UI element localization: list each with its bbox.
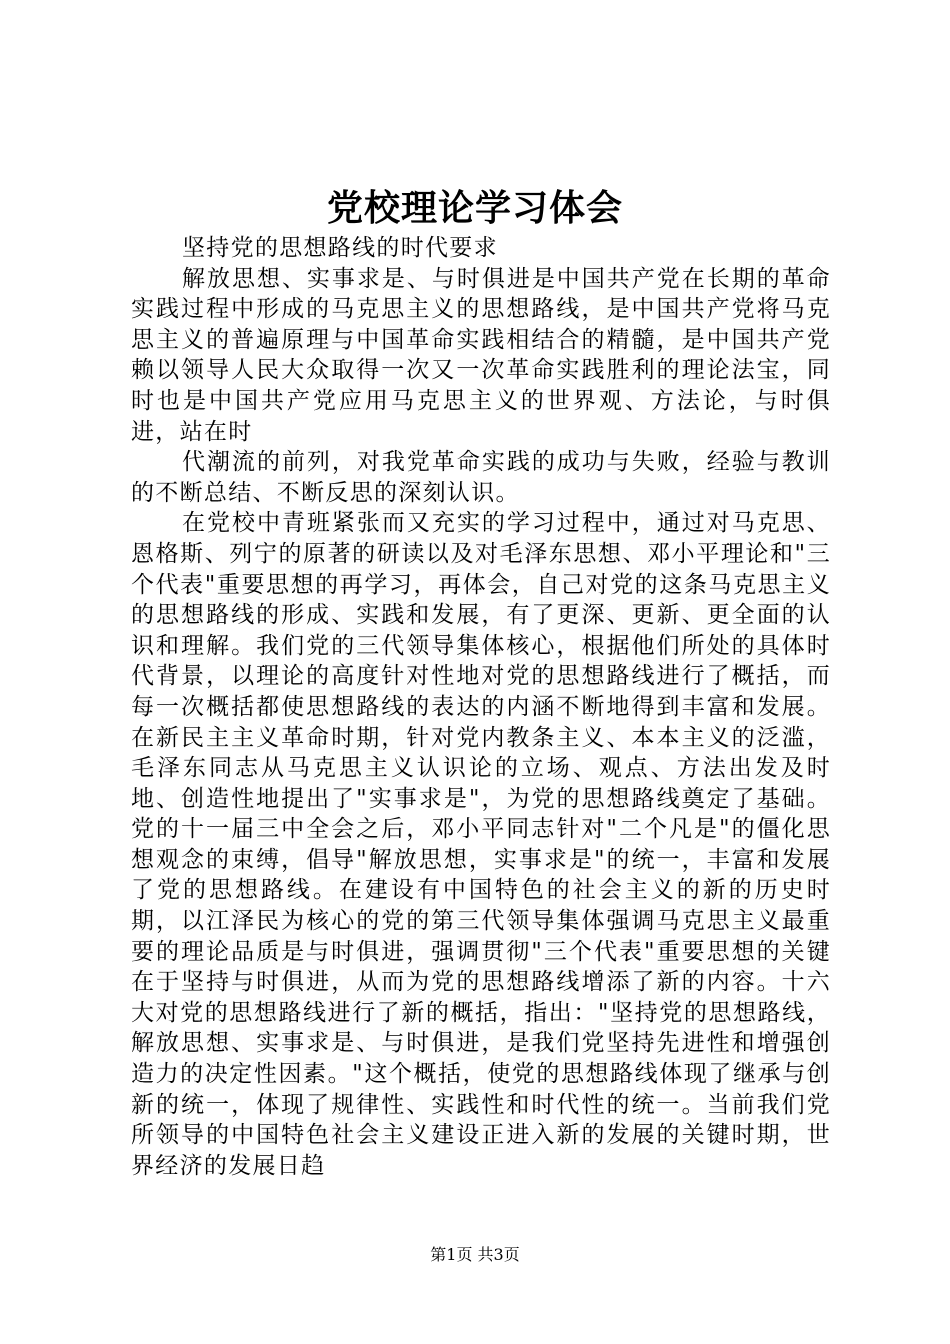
document-body: [131, 233, 831, 1181]
paragraph-2: 代潮流的前列，对我党革命实践的成功与失败，经验与教训的不断总结、不断反思的深刻认识。: [131, 449, 831, 506]
page-number-footer: 第1页 共3页: [430, 1245, 520, 1264]
paragraph-subheading: 坚持党的思想路线的时代要求: [182, 235, 498, 261]
paragraph-3: 在党校中青班紧张而又充实的学习过程中，通过对马克思、恩格斯、列宁的原著的研读以及对毛泽东思想、邓小平理论和"三个代表"重要思想的再学习，再体会，自己对党的这条马克思主义的思想路线的形成、实践和发展，有了更深、更新、更全面的认识和理解。我们党的三代领导集体核心，根据他们所处的具体时代背景，以理论的高度针对性地对党的思想路线进行了概括，而每一次概括都使思想路线的表达的内涵不断地得到丰富和发展。在新民主主义革命时期，针对党内教条主义、本本主义的泛滥，毛泽东同志从马克思主义认识论的立场、观点、方法出发及时地、创造性地提出了"实事求是"，为党的思想路线奠定了基础。党的十一届三中全会之后，邓小平同志针对"二个凡是"的僵化思想观念的束缚，倡导"解放思想，实事求是"的统一，丰富和发展了党的思想路线。在建设有中国特色的社会主义的新的历史时期，以江泽民为核心的党的第三代领导集体强调马克思主义最重要的理论品质是与时俱进，强调贯彻"三个代表"重要思想的关键在于坚持与时俱进，从而为党的思想路线增添了新的内容。十六大对党的思想路线进行了新的概括，指出："坚持党的思想路线，解放思想、实事求是、与时俱进，是我们党坚持先进性和增强创造力的决定性因素。"这个概括，使党的思想路线体现了继承与创新的统一，体现了规律性、实践性和时代性的统一。当前我们党所领导的中国特色社会主义建设正进入新的发展的关键时期，世界经济的发展日趋: [131, 510, 831, 1179]
paragraph-1: 解放思想、实事求是、与时俱进是中国共产党在长期的革命实践过程中形成的马克思主义的思想路线，是中国共产党将马克思主义的普遍原理与中国革命实践相结合的精髓，是中国共产党赖以领导人民大众取得一次又一次革命实践胜利的理论法宝，同时也是中国共产党应用马克思主义的世界观、方法论，与时俱进，站在时: [131, 265, 831, 445]
document-title: 党校理论学习体会: [326, 187, 623, 229]
